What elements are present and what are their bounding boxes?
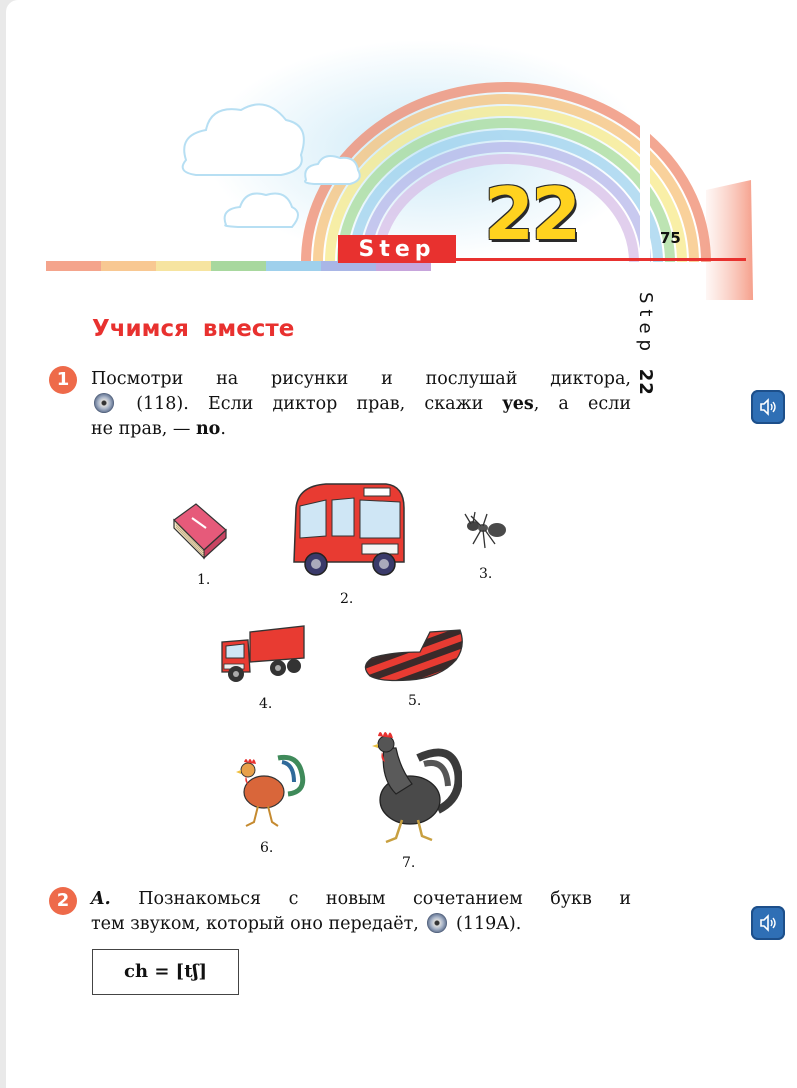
book-picture — [166, 500, 232, 562]
truck-picture — [218, 622, 308, 684]
exercise-1-track: (118). Если диктор прав, скажи — [136, 394, 484, 414]
ch-sound-rule-box: ch = [tʃ] — [92, 949, 239, 995]
exercise-2-line-1 — [91, 887, 631, 912]
side-step-label — [635, 292, 656, 396]
exercise-2-line-2-text: тем звуком, который оно передаёт, — [91, 914, 419, 934]
caption-6: 6. — [260, 840, 274, 856]
exercise-2-part: A. — [91, 889, 111, 909]
section-title: Учимся вместе — [92, 316, 295, 342]
big-rooster-picture — [356, 728, 462, 846]
exercise-1-line-3 — [91, 417, 631, 442]
caption-4: 4. — [259, 696, 273, 712]
caption-2: 2. — [340, 591, 354, 607]
bus-picture — [286, 478, 410, 580]
small-rooster-picture — [228, 748, 306, 830]
exercise-1-line-2-end: , а если — [533, 394, 631, 414]
exercise-2-line-2 — [91, 912, 631, 937]
speaker-icon — [758, 397, 778, 417]
exercise-2-track: (119A). — [456, 914, 522, 934]
caption-5: 5. — [408, 693, 422, 709]
speaker-icon — [758, 913, 778, 933]
exercise-2-line-1-text: Познакомься с новым сочетанием букв и — [138, 889, 631, 909]
sock-picture — [360, 626, 468, 684]
caption-1: 1. — [197, 572, 211, 588]
textbook-page — [6, 0, 797, 1088]
ant-picture — [461, 510, 513, 552]
exercise-1-number: 1 — [49, 366, 77, 394]
step-label-badge: Step — [338, 235, 456, 263]
page-number: 75 — [660, 229, 681, 247]
exercise-1-line-2 — [91, 392, 631, 417]
exercise-1-line-3-end: . — [220, 419, 226, 439]
word-no: no — [195, 419, 221, 439]
audio-button-exercise-2[interactable] — [751, 906, 785, 940]
side-step-number: 22 — [635, 368, 656, 396]
exercise-1-line-1: Посмотри на рисунки и послушай диктора, — [91, 369, 631, 389]
caption-3: 3. — [479, 566, 493, 582]
exercise-2-text — [91, 887, 631, 937]
cd-icon — [94, 393, 114, 413]
word-yes: yes — [502, 394, 534, 414]
side-step-text: Step — [635, 292, 656, 357]
caption-7: 7. — [402, 855, 416, 871]
cd-icon — [427, 913, 447, 933]
audio-button-exercise-1[interactable] — [751, 390, 785, 424]
exercise-1-text — [91, 367, 631, 442]
exercise-1-line-3-start: не прав, — — [91, 419, 191, 439]
step-number: 22 — [484, 172, 579, 256]
exercise-2-number: 2 — [49, 887, 77, 915]
